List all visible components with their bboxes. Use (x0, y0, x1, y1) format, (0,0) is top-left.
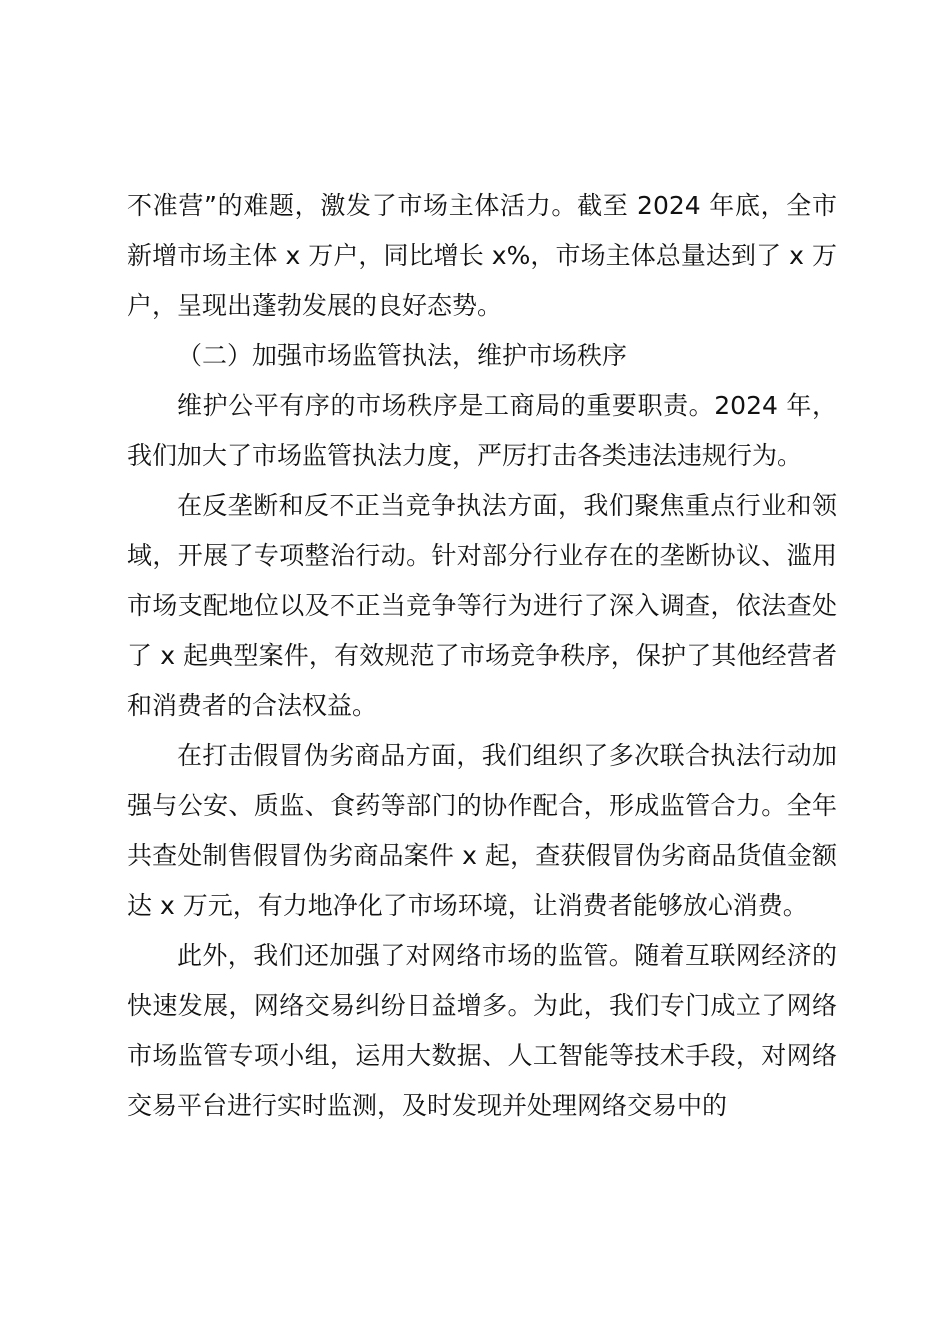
paragraph-antitrust: 在反垄断和反不正当竞争执法方面，我们聚焦重点行业和领域，开展了专项整治行动。针对部分行业存在的垄断协议、滥用市场支配地位以及不正当竞争等行为进行了深入调查，依法查处了 x 起典型案件，有效规范了市场竞争秩序，保护了其他经营者和消费者的合法权益。 (127, 491, 837, 720)
paragraph-online-market: 此外，我们还加强了对网络市场的监管。随着互联网经济的快速发展，网络交易纠纷日益增多。为此，我们专门成立了网络市场监管专项小组，运用大数据、人工智能等技术手段，对网络交易平台进行实时监测，及时发现并处理网络交易中的 (127, 941, 837, 1120)
paragraph-counterfeit: 在打击假冒伪劣商品方面，我们组织了多次联合执法行动加强与公安、质监、食药等部门的协作配合，形成监管合力。全年共查处制售假冒伪劣商品案件 x 起，查获假冒伪劣商品货值金额达 x 万元，有力地净化了市场环境，让消费者能够放心消费。 (127, 741, 837, 920)
document-body (127, 181, 837, 1131)
paragraph-continuation: 不准营”的难题，激发了市场主体活力。截至 2024 年底，全市新增市场主体 x 万户，同比增长 x%，市场主体总量达到了 x 万户，呈现出蓬勃发展的良好态势。 (127, 191, 837, 320)
section-heading: （二）加强市场监管执法，维护市场秩序 (177, 341, 628, 370)
paragraph-market-order: 维护公平有序的市场秩序是工商局的重要职责。2024 年，我们加大了市场监管执法力度，严厉打击各类违法违规行为。 (127, 391, 837, 470)
